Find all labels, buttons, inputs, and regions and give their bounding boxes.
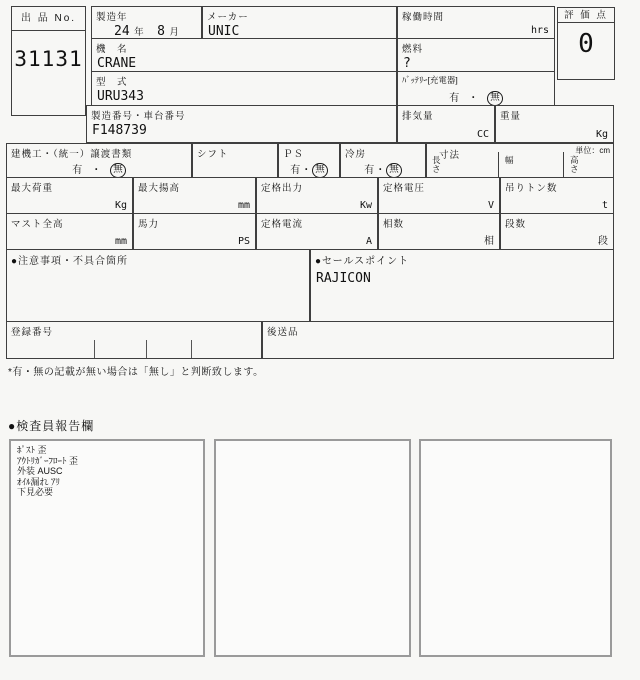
rated-voltage-unit: V: [487, 200, 494, 211]
battery-no-option-circled: 無: [487, 91, 503, 106]
phase-count-label: 相数: [383, 219, 405, 230]
battery-charger-label: ﾊﾞｯﾃﾘｰ[充電器]: [402, 75, 458, 85]
power-steering-label: ＰＳ: [283, 149, 305, 160]
displacement-label: 排気量: [402, 111, 434, 122]
sales-points-cell: [310, 249, 614, 322]
dimension-height-label: 高さ: [570, 155, 579, 174]
operating-hours-label: 稼働時間: [402, 12, 445, 23]
stage-count-unit: 段: [598, 236, 608, 247]
displacement-unit: CC: [476, 129, 489, 140]
phase-count-cell: [378, 213, 500, 250]
registration-divider-tick: [94, 340, 95, 358]
dimensions-divider: [498, 152, 499, 177]
dimensions-label: 寸法: [439, 150, 461, 161]
dimension-length-label: 長さ: [432, 155, 441, 174]
docs-yes-option: 有: [72, 165, 83, 176]
serial-number-cell: [86, 105, 397, 143]
registration-number-label: 登録番号: [11, 327, 54, 338]
month-number: 8: [157, 24, 165, 39]
report-line: ｱｳﾄﾘｶﾞｰﾌﾛｰﾄ 歪: [17, 455, 79, 466]
evaluation-box: [557, 7, 615, 80]
inspector-report-box-1: [9, 439, 205, 657]
rated-output-cell: [256, 177, 378, 214]
stage-count-cell: [500, 213, 614, 250]
rated-current-unit: A: [365, 236, 372, 247]
max-load-unit: Kg: [114, 200, 127, 211]
rated-voltage-cell: [378, 177, 500, 214]
model-label: 型 式: [96, 77, 128, 88]
rated-output-unit: Kw: [359, 200, 372, 211]
operating-hours-unit: hrs: [530, 25, 549, 36]
lifting-tons-cell: [500, 177, 614, 214]
machine-name-cell: [91, 38, 397, 72]
yes-no-footnote: *有・無の記載が無い場合は「無し」と判断致します。: [8, 367, 264, 378]
cooling-yes-option: 有: [364, 165, 375, 176]
separator-dot: ・: [301, 165, 312, 176]
weight-label: 重量: [500, 111, 522, 122]
registration-number-cell: [6, 321, 262, 359]
fuel-value: ?: [403, 56, 411, 71]
horsepower-label: 馬力: [138, 219, 160, 230]
cooling-value: [341, 161, 425, 178]
dimensions-divider: [563, 152, 564, 177]
max-lift-height-unit: mm: [237, 200, 250, 211]
registration-divider-tick: [191, 340, 192, 358]
separator-dot: ・: [375, 165, 386, 176]
shift-cell: [192, 143, 278, 178]
machine-name-label: 機 名: [96, 44, 128, 55]
later-shipment-cell: [262, 321, 614, 359]
inspector-report-box-3-content: [421, 441, 610, 445]
cooling-label: 冷房: [345, 149, 367, 160]
lot-number-box: [11, 6, 86, 116]
manufacture-year-cell: [91, 6, 202, 39]
maker-cell: [202, 6, 397, 39]
report-line: 下見必要: [17, 487, 54, 497]
transfer-documents-label: 建機工・（統一）譲渡書類: [11, 149, 133, 160]
inspector-report-box-1-content: [11, 441, 203, 498]
inspector-report-box-3: [419, 439, 612, 657]
battery-charger-value: [398, 89, 554, 106]
power-steering-value: [279, 161, 339, 178]
dimension-width-label: 幅: [505, 155, 514, 165]
rated-current-cell: [256, 213, 378, 250]
fuel-cell: [397, 38, 555, 72]
cautions-label: ●注意事項・不具合箇所: [11, 256, 129, 267]
month-suffix: 月: [169, 27, 179, 38]
horsepower-cell: [133, 213, 256, 250]
evaluation-label: 評 価 点: [558, 8, 614, 23]
report-line: ｵｲﾙ漏れ ｱﾘ: [17, 476, 61, 487]
separator-dot: ・: [468, 93, 479, 104]
mast-height-unit: mm: [114, 236, 127, 247]
inspector-report-title: ●検査員報告欄: [8, 419, 95, 433]
ps-yes-option: 有: [290, 165, 301, 176]
inspector-report-box-2-content: [216, 441, 409, 445]
operating-hours-cell: [397, 6, 555, 39]
transfer-documents-cell: [6, 143, 192, 178]
lot-number-value: 31131: [14, 47, 83, 71]
fuel-label: 燃料: [402, 44, 424, 55]
serial-number-value: F148739: [92, 123, 147, 138]
serial-number-label: 製造番号・車台番号: [91, 111, 186, 122]
model-value: URU343: [97, 89, 144, 104]
lifting-tons-label: 吊りトン数: [505, 183, 558, 194]
displacement-cell: [397, 105, 495, 143]
maker-value: UNIC: [208, 24, 240, 39]
weight-cell: [495, 105, 614, 143]
ps-no-option-circled: 無: [312, 163, 328, 178]
later-shipment-label: 後送品: [267, 327, 299, 338]
phase-count-unit: 相: [484, 236, 494, 247]
rated-output-label: 定格出力: [261, 183, 304, 194]
registration-divider-tick: [146, 340, 147, 358]
max-lift-height-cell: [133, 177, 256, 214]
max-load-label: 最大荷重: [11, 183, 54, 194]
horsepower-unit: PS: [237, 236, 250, 247]
shift-label: シフト: [197, 149, 229, 160]
evaluation-value: 0: [578, 29, 594, 59]
docs-no-option-circled: 無: [110, 163, 126, 178]
dimensions-cell: [426, 143, 614, 178]
year-suffix: 年: [134, 27, 144, 38]
machine-name-value: CRANE: [97, 56, 137, 71]
transfer-documents-value: [7, 161, 191, 178]
rated-voltage-label: 定格電圧: [383, 183, 426, 194]
report-line: 外装 AUSC: [17, 466, 63, 476]
weight-unit: Kg: [595, 129, 608, 140]
year-number: 24: [114, 24, 130, 39]
power-steering-cell: [278, 143, 340, 178]
battery-charger-cell: [397, 71, 555, 106]
cautions-cell: [6, 249, 310, 322]
sales-points-label: ●セールスポイント: [315, 256, 410, 267]
max-lift-height-label: 最大揚高: [138, 183, 181, 194]
cooling-no-option-circled: 無: [386, 163, 402, 178]
lifting-tons-unit: t: [601, 200, 608, 211]
stage-count-label: 段数: [505, 219, 527, 230]
mast-height-cell: [6, 213, 133, 250]
inspector-report-box-2: [214, 439, 411, 657]
lot-number-label: 出 品 No.: [12, 7, 85, 31]
report-line: ﾎﾟｽﾄ 歪: [17, 445, 47, 455]
cooling-cell: [340, 143, 426, 178]
manufacture-year-label: 製造年: [96, 12, 128, 23]
max-load-cell: [6, 177, 133, 214]
battery-yes-option: 有: [449, 93, 460, 104]
maker-label: メーカー: [207, 12, 249, 23]
sales-points-value: RAJICON: [316, 271, 371, 286]
mast-height-label: マスト全高: [11, 219, 64, 230]
separator-dot: ・: [91, 165, 102, 176]
dimensions-unit-note: 単位：cm: [575, 146, 610, 155]
rated-current-label: 定格電流: [261, 219, 304, 230]
model-cell: [91, 71, 397, 106]
